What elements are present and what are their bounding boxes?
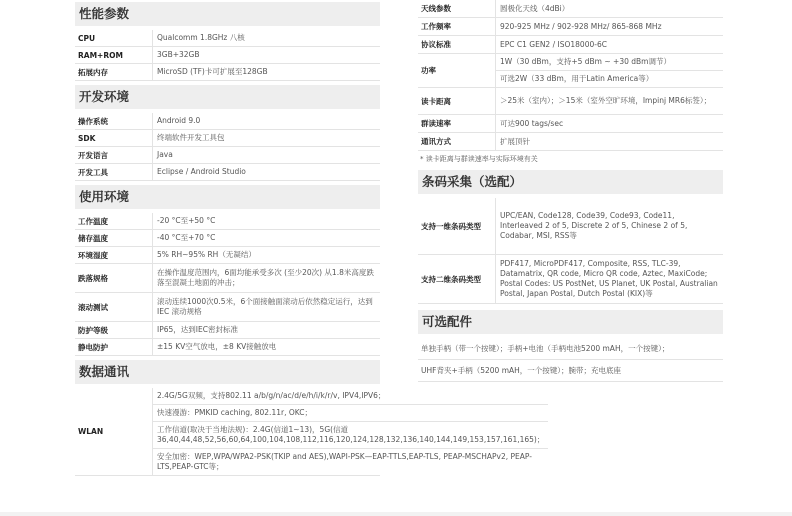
row-key: 静电防护 <box>75 339 153 355</box>
table-row <box>75 339 380 356</box>
row-value: -40 °C至+70 °C <box>157 233 216 242</box>
power-line: 可选2W（33 dBm，用于Latin America等） <box>500 74 654 83</box>
row-key: 跌落规格 <box>75 264 153 292</box>
wlan-line: 2.4G/5G双频，支持802.11 a/b/g/n/ac/d/e/h/i/k/r/v, IPV4,IPV6； <box>153 388 548 405</box>
table-row <box>75 264 380 293</box>
row-key: 群读速率 <box>418 115 496 132</box>
list-item: UHF背夹+手柄（5200 mAH，一个按键）；腕带；充电底座 <box>418 360 723 382</box>
row-key: 协议标准 <box>418 36 496 53</box>
table-row <box>75 47 380 64</box>
table-row <box>75 247 380 264</box>
row-value: 3GB+32GB <box>157 50 200 59</box>
row-value <box>496 54 723 87</box>
row-key: 功率 <box>418 54 496 87</box>
row-key: RAM+ROM <box>75 47 153 63</box>
row-value: 圆极化天线（4dBi） <box>500 3 570 13</box>
row-key: 操作系统 <box>75 113 153 129</box>
row-key: 开发工具 <box>75 164 153 180</box>
row-value: UPC/EAN, Code128, Code39, Code93, Code11, Interleaved 2 of 5, Discrete 2 of 5, Chinese 2 of 5, Codabar, MSI, RSS等 <box>500 211 688 240</box>
barcode-table <box>418 198 723 304</box>
row-key: 通讯方式 <box>418 133 496 150</box>
wlan-line: 快速漫游：PMKID caching, 802.11r, OKC； <box>153 405 548 422</box>
table-row <box>75 164 380 181</box>
comm-table <box>75 388 545 476</box>
table-row <box>75 293 380 322</box>
right-column <box>418 0 723 382</box>
env-table <box>75 213 380 356</box>
row-value <box>153 388 548 475</box>
row-value: -20 °C至+50 °C <box>157 216 216 225</box>
table-row <box>75 113 380 130</box>
env-heading: 使用环境 <box>75 185 380 209</box>
row-key: 开发语言 <box>75 147 153 163</box>
comm-heading: 数据通讯 <box>75 360 380 384</box>
table-row <box>75 147 380 164</box>
row-key: 工作温度 <box>75 213 153 229</box>
row-key: WLAN <box>75 388 153 475</box>
table-row <box>75 230 380 247</box>
row-value: Java <box>157 150 173 159</box>
row-key: SDK <box>75 130 153 146</box>
row-value: ±15 KV空气放电，±8 KV接触放电 <box>157 342 277 351</box>
table-row <box>75 213 380 230</box>
rfid-note: * 读卡距离与群读速率与实际环境有关 <box>420 155 538 163</box>
accessories-list <box>418 338 723 382</box>
bottom-divider <box>0 512 792 516</box>
row-key: 防护等级 <box>75 322 153 338</box>
row-key: 工作频率 <box>418 18 496 35</box>
performance-table <box>75 30 380 81</box>
row-key: 支持二维条码类型 <box>418 255 496 303</box>
table-row <box>75 388 545 476</box>
table-row <box>418 54 723 88</box>
accessories-heading: 可选配件 <box>418 310 723 334</box>
row-value: 可达900 tags/sec <box>500 118 564 128</box>
performance-heading: 性能参数 <box>75 2 380 26</box>
row-value: PDF417, MicroPDF417, Composite, RSS, TLC-39, Datamatrix, QR code, Micro QR code, Aztec, MaxiCode; Postal Codes: US PostNet, US Planet, UK Postal, Australian Postal, Japan Postal, Dutch Postal (KIX)等 <box>500 259 718 298</box>
table-row <box>75 130 380 147</box>
row-value: Eclipse / Android Studio <box>157 167 246 176</box>
row-value: ＞25米（室内）；＞15米（室外空旷环境，Impinj MR6标签）； <box>500 96 712 105</box>
barcode-heading: 条码采集（选配） <box>418 170 723 194</box>
row-value: 920-925 MHz / 902-928 MHz/ 865-868 MHz <box>500 21 662 31</box>
table-row <box>75 30 380 47</box>
wlan-line: 安全加密：WEP,WPA/WPA2-PSK(TKIP and AES),WAPI-PSK—EAP-TTLS,EAP-TLS, PEAP-MSCHAPv2, PEAP-LTS,PEAP-GTC等； <box>157 452 532 471</box>
row-value: IP65，达到IEC密封标准 <box>157 325 238 334</box>
rfid-table <box>418 0 723 151</box>
row-value: 扩展顶针 <box>500 136 530 146</box>
row-key: 天线参数 <box>418 0 496 17</box>
table-row <box>418 88 723 115</box>
table-row <box>418 0 723 18</box>
table-row <box>75 322 380 339</box>
row-value: Qualcomm 1.8GHz 八核 <box>157 33 245 42</box>
row-key: 支持一维条码类型 <box>418 198 496 254</box>
row-value: MicroSD (TF)卡可扩展至128GB <box>157 67 268 76</box>
row-value: EPC C1 GEN2 / ISO18000-6C <box>500 39 607 49</box>
row-key: 环境湿度 <box>75 247 153 263</box>
row-key: 拓展内存 <box>75 64 153 80</box>
dev-heading: 开发环境 <box>75 85 380 109</box>
dev-table <box>75 113 380 181</box>
row-key: 储存温度 <box>75 230 153 246</box>
row-value: 在操作温度范围内，6面均能承受多次 (至少20次) 从1.8米高度跌落至混凝土地面的冲击； <box>157 268 374 287</box>
row-key: 滚动测试 <box>75 293 153 321</box>
row-value: Android 9.0 <box>157 116 201 125</box>
list-item: 单独手柄（带一个按键）；手柄+电池（手柄电池5200 mAH，一个按键）； <box>418 338 723 360</box>
table-row <box>418 18 723 36</box>
wlan-line: 工作信道(取决于当地法规)：2.4G(信道1~13)，5G(信道36,40,44,48,52,56,60,64,100,104,108,112,116,120,124,128,132,136,140,144,149,153,157,161,165)； <box>153 422 548 449</box>
row-value: 滚动连续1000次0.5米，6个面接触面滚动后依然稳定运行，达到IEC 滚动规格 <box>157 297 373 316</box>
row-value: 终端软件开发工具包 <box>157 133 225 142</box>
table-row <box>418 36 723 54</box>
table-row <box>418 255 723 304</box>
table-row <box>418 133 723 151</box>
row-value: 5% RH~95% RH（无凝结） <box>157 250 256 259</box>
table-row <box>418 115 723 133</box>
power-line: 1W（30 dBm，支持+5 dBm ~ +30 dBm调节） <box>496 54 723 71</box>
row-key: CPU <box>75 30 153 46</box>
table-row <box>75 64 380 81</box>
table-row <box>418 198 723 255</box>
row-key: 读卡距离 <box>418 88 496 114</box>
